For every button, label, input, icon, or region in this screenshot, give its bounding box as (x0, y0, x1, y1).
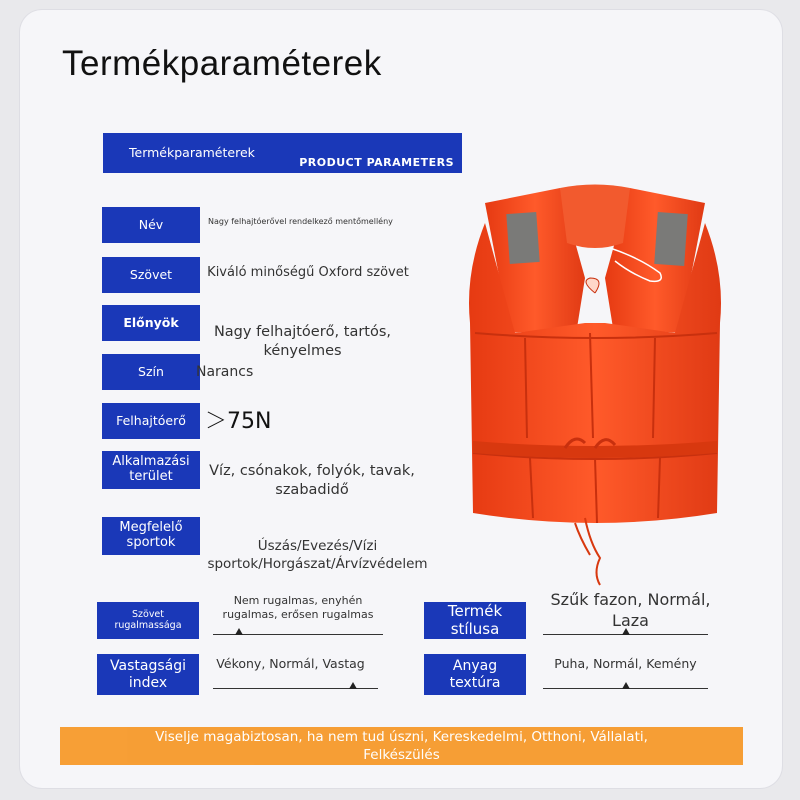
section-header-hu: Termékparaméterek (129, 145, 255, 160)
scale-material-marker (622, 682, 630, 689)
scale-elasticity-marker (235, 628, 243, 635)
scale-thickness-options: Vékony, Normál, Vastag (216, 656, 365, 671)
section-header (103, 133, 462, 173)
scale-style-marker (622, 628, 630, 635)
scale-elasticity-options: Nem rugalmas, enyhén rugalmas, erősen rugalmas (222, 594, 374, 622)
section-header-en: PRODUCT PARAMETERS (299, 156, 454, 169)
param-advantages-value: Nagy felhajtóerő, tartós, kényelmes (213, 324, 392, 359)
footer-text: Viselje magabiztosan, ha nem tud úszni, Kereskedelmi, Otthoni, Vállalati, Felkészülés (155, 729, 648, 763)
reflective-patch-right (654, 212, 688, 266)
scale-style-options: Szűk fazon, Normál, Laza (550, 590, 711, 630)
param-buoyancy-value: ＞75N (205, 409, 272, 434)
param-sports-label: Megfelelő sportok (102, 517, 200, 555)
scale-thickness-marker (349, 682, 357, 689)
param-buoyancy-label: Felhajtóerő (102, 403, 200, 439)
scale-style-label: Termék stílusa (424, 602, 526, 639)
param-name-label: Név (102, 207, 200, 243)
scale-elasticity-label: Szövet rugalmassága (97, 602, 199, 639)
param-advantages-label: Előnyök (102, 305, 200, 341)
param-color-value: Narancs (196, 364, 254, 380)
scale-material-options: Puha, Normál, Kemény (554, 656, 697, 671)
param-fabric-label: Szövet (102, 257, 200, 293)
param-sports-value: Úszás/Evezés/Vízi sportok/Horgászat/Árvízvédelem (207, 538, 428, 572)
param-color-label: Szín (102, 354, 200, 390)
page-title: Termékparaméterek (62, 44, 382, 83)
param-application-label: Alkalmazási terület (102, 451, 200, 489)
param-application-value: Víz, csónakok, folyók, tavak, szabadidő (209, 463, 415, 498)
param-fabric-value: Kiváló minőségű Oxford szövet (207, 265, 409, 280)
reflective-patch-left (506, 212, 539, 264)
footer-banner (60, 727, 743, 765)
scale-material-label: Anyag textúra (424, 654, 526, 695)
scale-thickness-label: Vastagsági index (97, 654, 199, 695)
life-vest-image (455, 183, 735, 593)
param-name-value: Nagy felhajtóerővel rendelkező mentőmellény (208, 217, 393, 226)
